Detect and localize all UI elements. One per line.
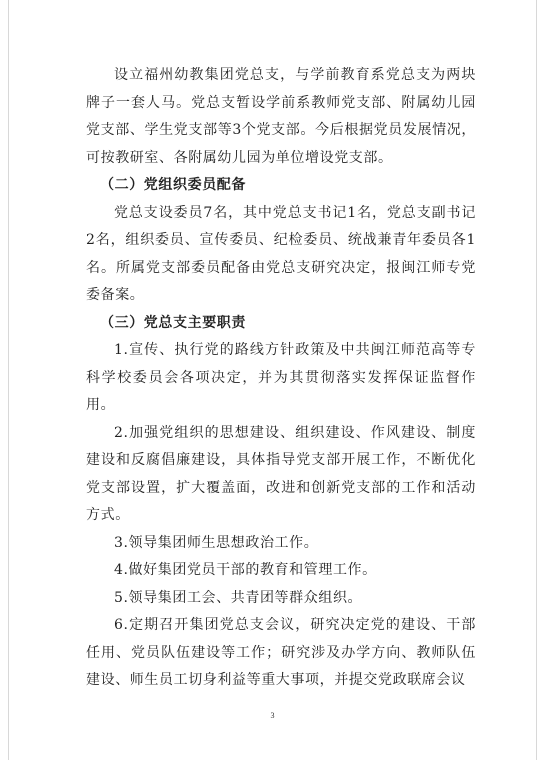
duty-item-4: 4.做好集团党员干部的教育和管理工作。: [114, 562, 377, 578]
duty-item-6: 6.定期召开集团党总支会议，研究决定党的建设、干部任用、党员队伍建设等工作；研究涉及办学方向、教师队伍建设、师生员工切身利益等重大事项，并提交党政联席会议: [86, 617, 476, 688]
page-edge-left: [8, 0, 9, 760]
page-edge-right: [536, 0, 537, 760]
section-heading-main-duties: （三）党总支主要职责: [100, 314, 246, 331]
duty-item-5: 5.领导集团工会、共青团等群众组织。: [114, 589, 363, 606]
paragraph-committee-composition: 党总支设委员7名，其中党总支书记1名，党总支副书记2名，组织委员、宣传委员、纪检委员、统战兼青年委员各1名。所属党支部委员配备由党总支研究决定，报闽江师专党委备案。: [86, 204, 476, 303]
duty-item-2: 2.加强党组织的思想建设、组织建设、作风建设、制度建设和反腐倡廉建设，具体指导党支部开展工作，不断优化党支部设置，扩大覆盖面，改进和创新党支部的工作和活动方式。: [86, 424, 476, 523]
document-body: [86, 62, 476, 695]
duty-item-3: 3.领导集团师生思想政治工作。: [114, 534, 319, 551]
page-number: 3: [270, 711, 275, 720]
section-heading-committee-members: （二）党组织委员配备: [100, 177, 246, 193]
paragraph-party-branch-setup: 设立福州幼教集团党总支，与学前教育系党总支为两块牌子一套人马。党总支暂设学前系教师党支部、附属幼儿园党支部、学生党支部等3个党支部。今后根据党员发展情况，可按教研室、各附属幼儿园为单位增设党支部。: [86, 67, 476, 166]
duty-item-1: 1.宣传、执行党的路线方针政策及中共闽江师范高等专科学校委员会各项决定，并为其贯彻落实发挥保证监督作用。: [86, 342, 476, 413]
